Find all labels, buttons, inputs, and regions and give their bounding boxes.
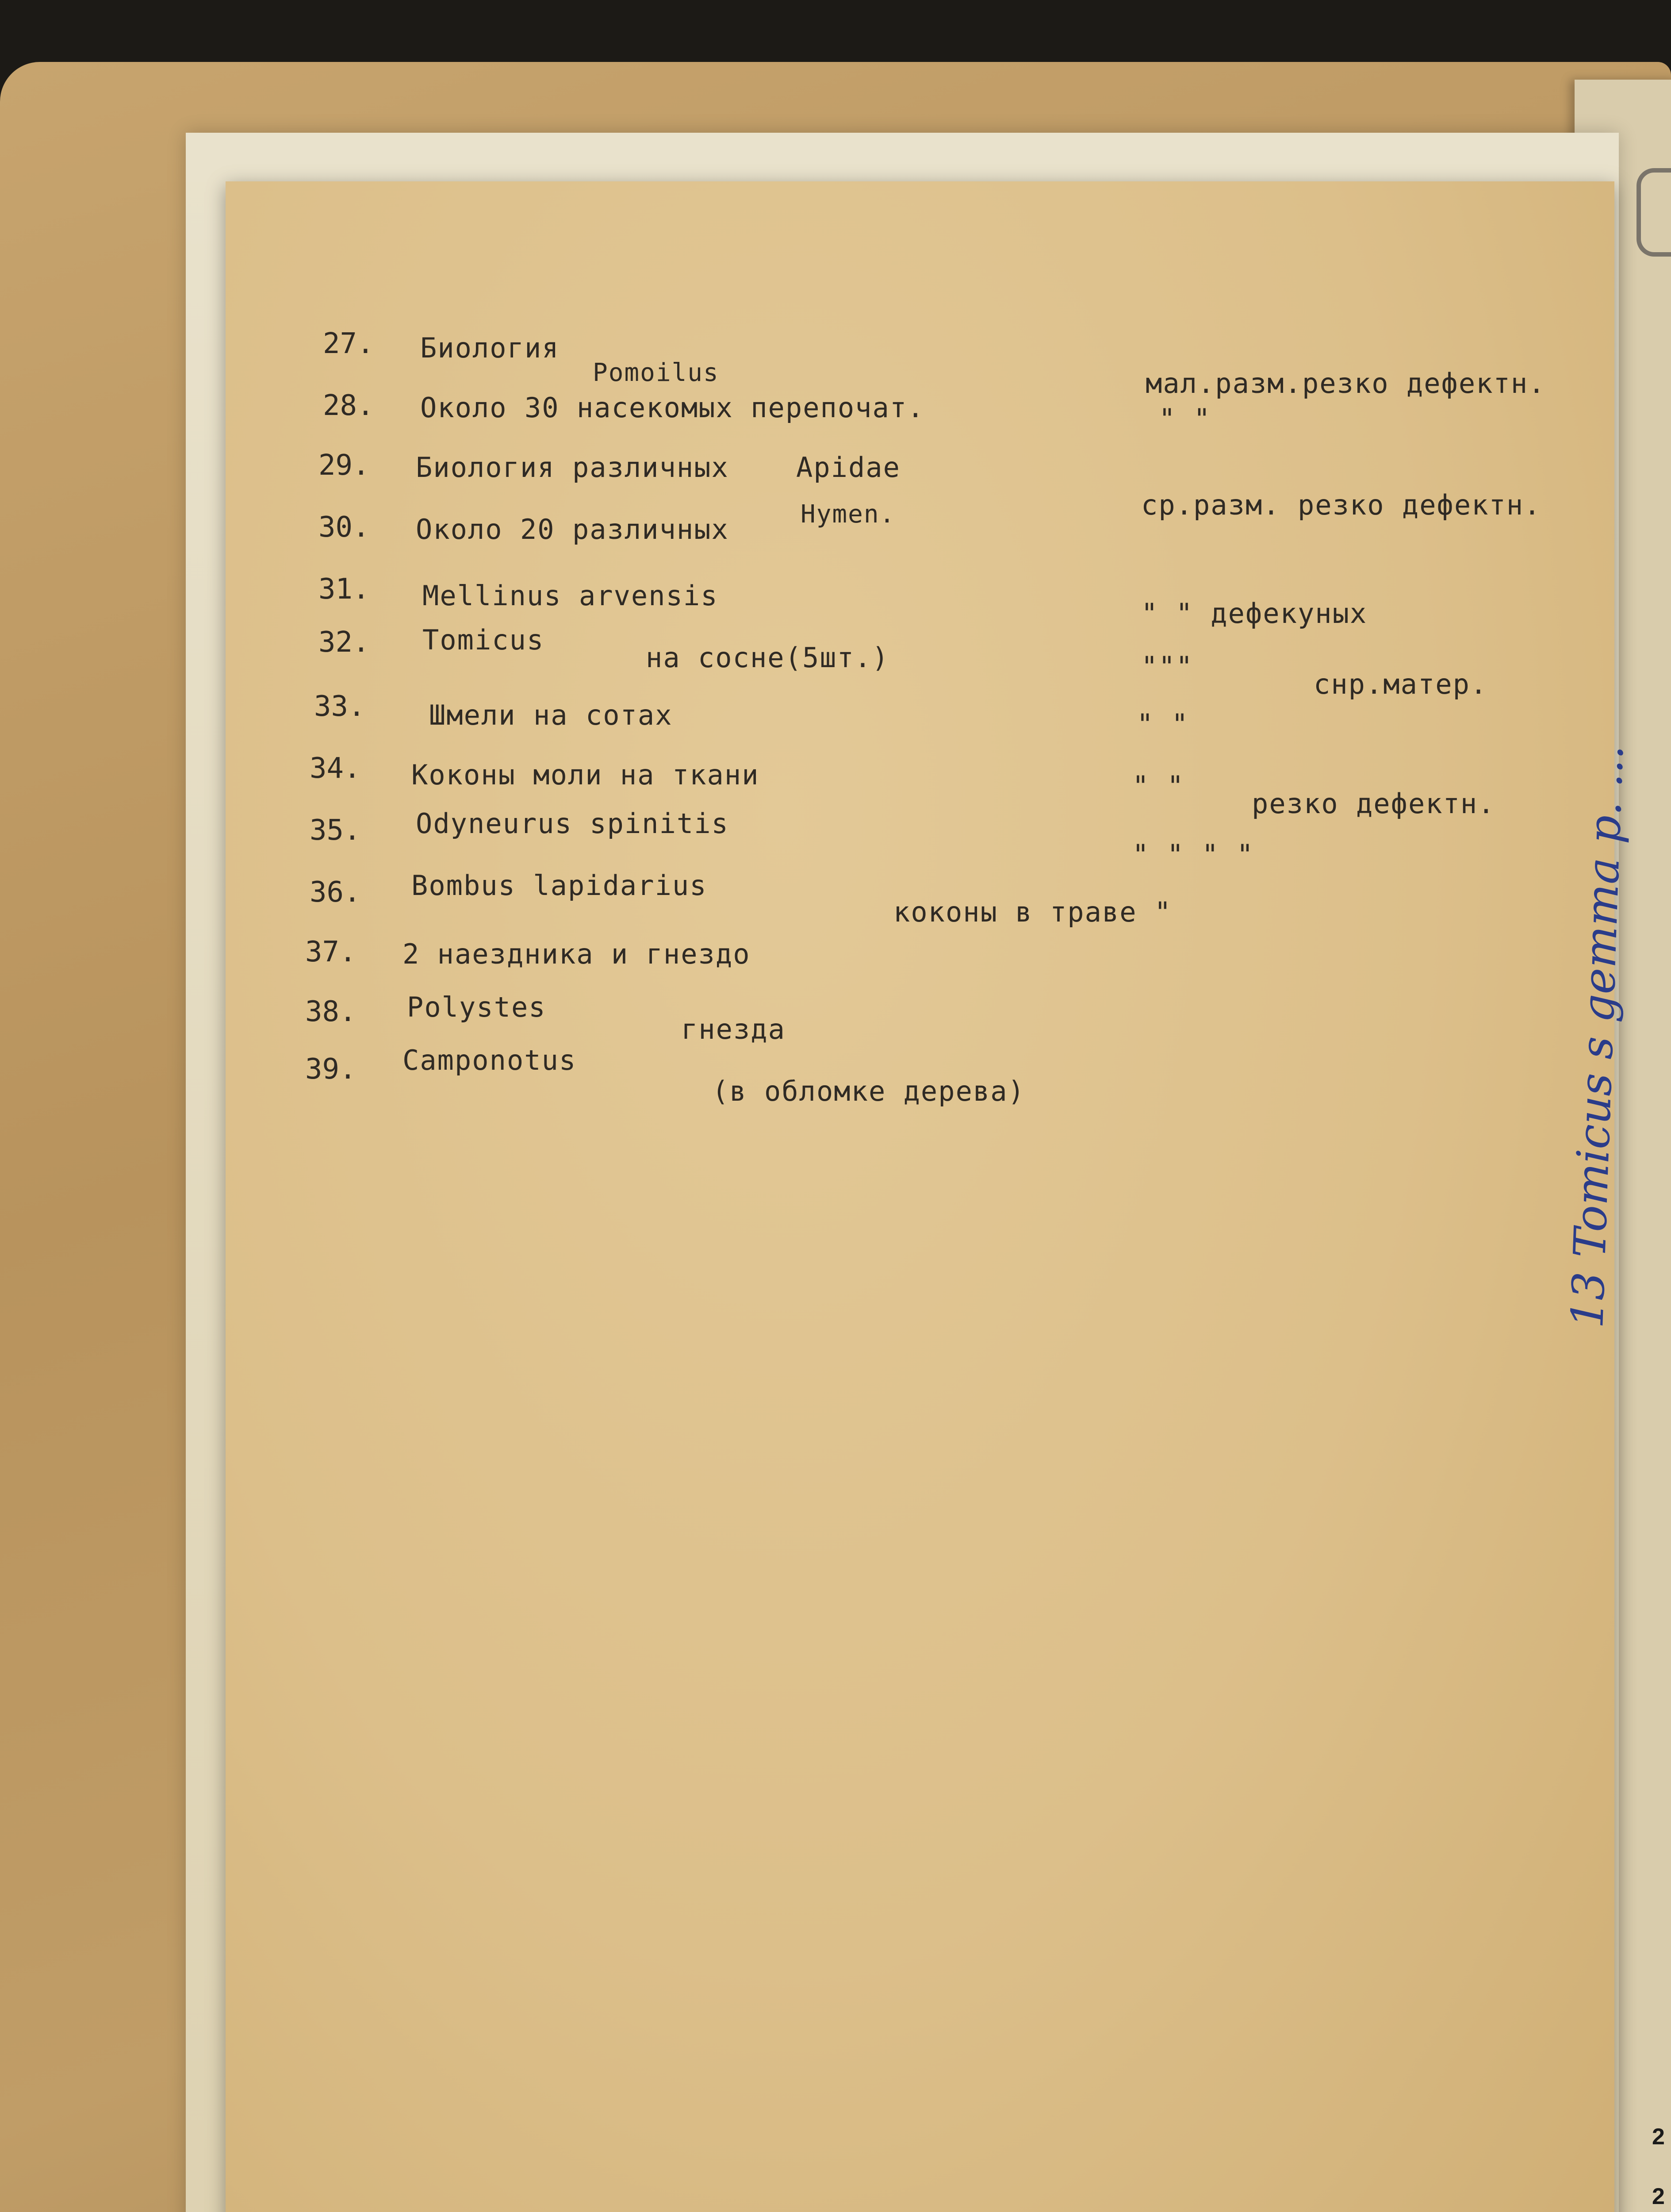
typed-sheet [226,181,1614,2212]
entry-text: 2 наездника и гнездо [402,938,751,970]
entry-taxon: на сосне(5шт.) [646,641,889,674]
entry-taxon: (в обломке дерева) [712,1075,1025,1107]
entry-number: 27. [323,327,374,360]
entry-text: Биология различных [416,451,729,484]
entry-number: 37. [305,936,356,968]
entry-note: " " [1137,708,1189,740]
entry-text: Шмели на сотах [429,699,673,731]
entry-taxon: гнезда [681,1013,786,1045]
entry-note: коконы в траве " [893,896,1172,928]
entry-taxon: Apidae [796,451,901,484]
side-mark: 2 [1652,2184,1665,2209]
spr-mater-note: снр.матер. [1314,668,1488,700]
side-mark: 2 [1652,2124,1665,2150]
entry-note: ср.разм. резко дефектн. [1141,489,1541,521]
entry-text: Биология [420,332,560,364]
entry-number: 36. [310,876,361,909]
entry-note: " " [1132,770,1184,802]
entry-number: 31. [318,573,370,606]
entry-text: Коконы моли на ткани [411,759,759,791]
entry-text: Polystes [407,991,546,1023]
entry-number: 34. [310,752,361,785]
entry-note: " " дефекуных [1141,597,1368,630]
entry-number: 28. [323,389,374,422]
entry-note: """ [1141,650,1193,683]
entry-note: " " [1159,403,1211,435]
entry-number: 29. [318,449,370,482]
entry-text: Odyneurus spinitis [416,807,729,840]
entry-number: 35. [310,814,361,847]
entry-taxon: Hymen. [801,500,896,529]
entry-note: " " " " [1132,838,1254,871]
entry-number: 39. [305,1053,356,1086]
entry-text: Около 20 различных [416,513,729,545]
entry-text: Tomicus [422,624,544,656]
paper-clip-icon [1637,168,1671,257]
entry-number: 30. [318,511,370,544]
entry-number: 33. [314,690,365,723]
entry-text: Mellinus arvensis [422,580,718,612]
entry-text: Camponotus [402,1044,577,1076]
entry-text: Bombus lapidarius [411,869,707,902]
rezko-defektn-note: резко дефектн. [1252,787,1495,820]
entry-taxon: Pomoilus [593,358,719,387]
entry-number: 32. [318,626,370,659]
entry-text: Около 30 насекомых перепочат. [420,392,925,424]
margin-handwriting: 13 Tomicus s gemma p. ... [1561,744,1633,1329]
entry-note: мал.разм.резко дефектн. [1146,367,1546,399]
entry-number: 38. [305,995,356,1028]
